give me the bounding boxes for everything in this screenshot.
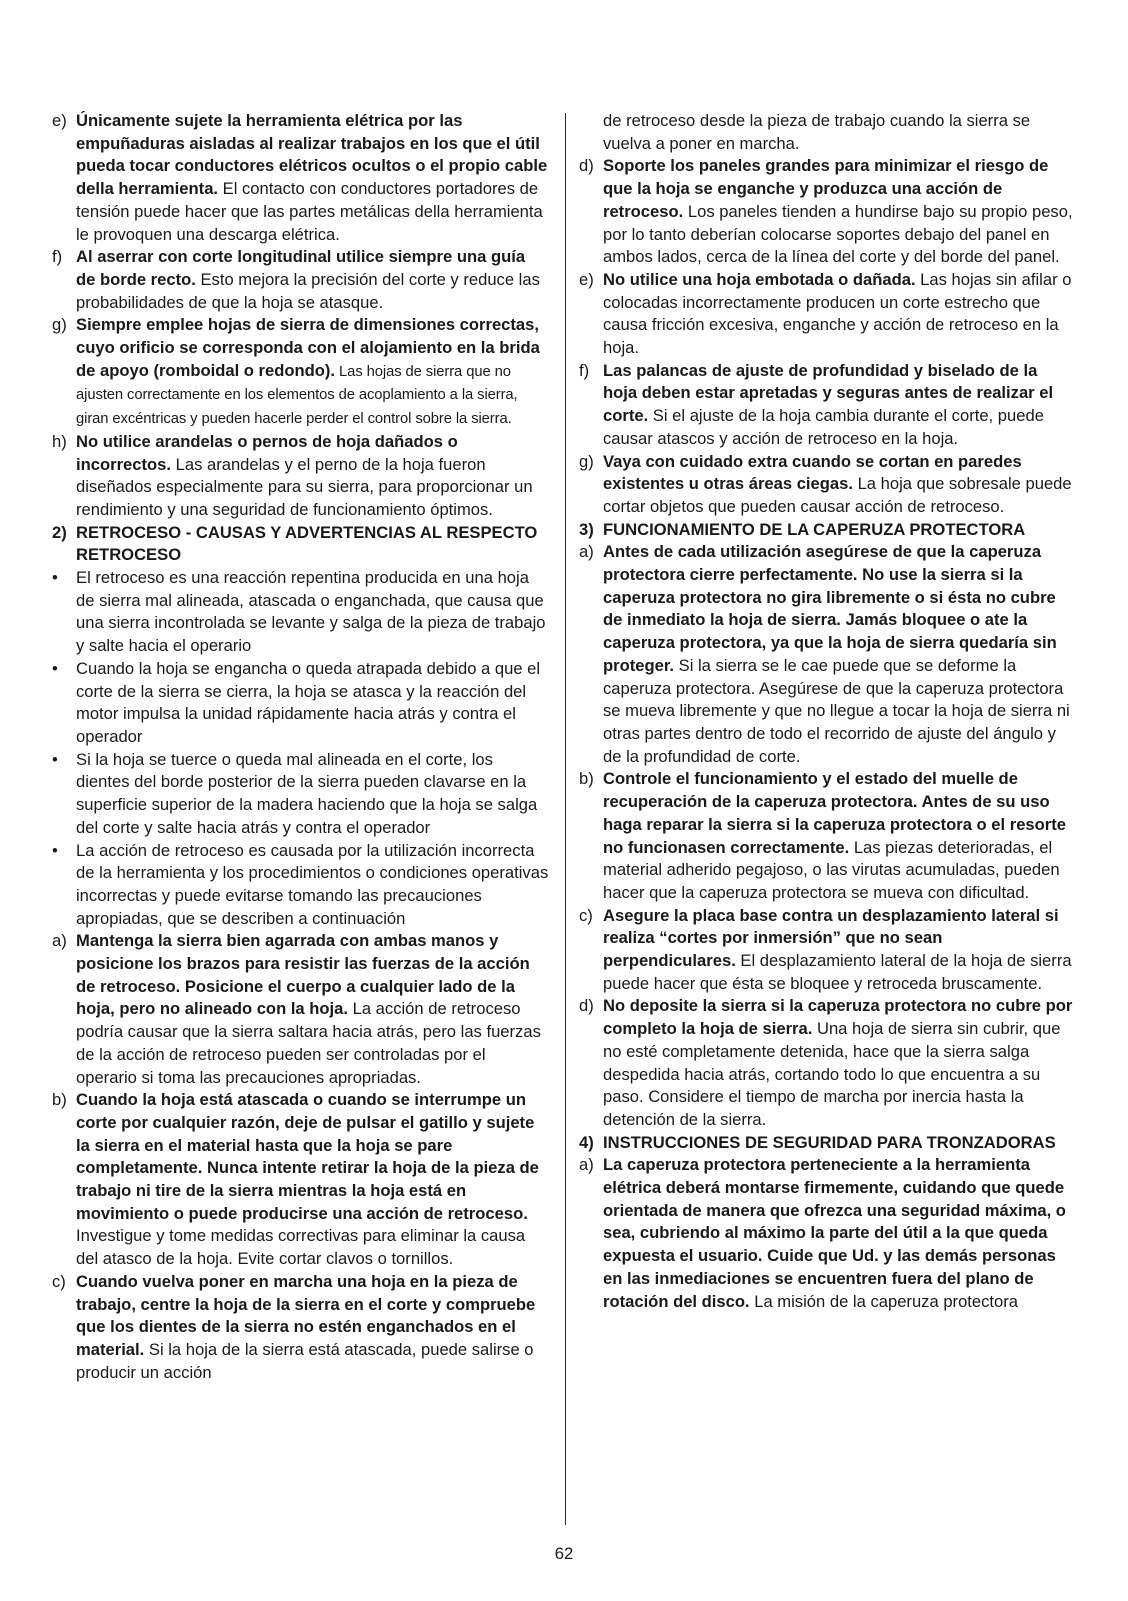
list-item-g [52,314,549,431]
item-text: La acción de retroceso podría causar que la sierra saltara hacia atrás, pero las fuerzas de la acción de retroceso pueden ser controladas por el operario si toma las precauciones apropriadas. [76,999,541,1087]
page-number: 62 [554,1544,574,1563]
item-bold-text: No deposite la sierra si la caperuza protectora no cubre por completo la hoja de sierra. [603,996,1073,1039]
item-bold-text: Únicamente sujete la herramienta elétrica por las empuñaduras aisladas al realizar trabajos en los que el útil pueda tocar conductores elétricos ocultos o el propio cable della herramienta. [76,111,548,199]
item-bold-text: Cuando vuelva poner en marcha una hoja en la pieza de trabajo, centre la hoja de la sierra en el corte y compruebe que los dientes de la sierra no estén enganchados en el material. [76,1271,536,1359]
item-text: Las arandelas y el perno de la hoja fueron diseñados especialmente para su sierra, para proporcionar un rendimiento y una seguridad de funcionamiento óptimos. [76,454,533,519]
bullet-item [52,658,549,749]
item-bold-text: Vaya con cuidado extra cuando se cortan en paredes existentes u otras áreas ciegas. [603,451,1022,494]
list-item-e [579,269,1076,360]
bullet-icon: • [52,568,58,588]
item-text: Una hoja de sierra sin cubrir, que no esté completamente detenida, hace que la sierra salga despedida hacia atrás, cortando todo lo que encuentra a su paso. Considere el tiempo de marcha por inercia hasta la detención de la sierra. [603,1019,1061,1129]
section-number: 2) [52,522,67,542]
list-item-b [52,1089,549,1271]
section-title: FUNCIONAMIENTO DE LA CAPERUZA PROTECTORA [603,519,1026,539]
item-text: El contacto con conductores portadores de tensión puede hacer que las partes metálicas della herramienta le provoquen una descarga elétrica. [76,179,543,244]
item-bold-text: La caperuza protectora perteneciente a la herramienta elétrica deberá montarse firmemente, cuidando que quede orientada de manera que ofrezca una seguridad máxima, o sea, cubriendo al máximo la parte del útil a la que queda expuesta el usuario. Cuide que Ud. y las demás personas en las inmediaciones se encuentren fuera del plano de rotación del disco. [603,1155,1066,1311]
item-bold-text: No utilice una hoja embotada o dañada. [603,269,916,289]
continued-text: de retroceso desde la pieza de trabajo cuando la sierra se vuelva a poner en marcha. [603,111,1031,153]
item-marker: d) [579,156,594,176]
list-item-g [579,451,1076,519]
item-bold-text: Antes de cada utilización asegúrese de que la caperuza protectora cierre perfectamente. No use la sierra si la caperuza protectora no gira libremente o si ésta no cubre de inmediato la hoja de sierra. Jamás bloquee o ate la caperuza protectora, ya que la hoja de sierra quedaría sin proteger. [603,542,1057,675]
list-item-h [52,431,549,522]
section-number: 3) [579,519,594,539]
item-text: La hoja que sobresale puede cortar objetos que pueden causar acción de retroceso. [603,474,1072,516]
item-marker: c) [579,905,593,925]
list-item-c [52,1271,549,1385]
list-item-f [52,246,549,314]
item-bold-text: No utilice arandelas o pernos de hoja dañados o incorrectos. [76,431,458,474]
item-text: Esto mejora la precisión del corte y reduce las probabilidades de que la hoja se atasque. [76,269,540,312]
list-item-c [579,905,1076,996]
item-marker: g) [579,451,594,471]
list-item-e [52,110,549,246]
list-item-b [579,768,1076,904]
item-marker: a) [579,542,594,562]
item-bold-text: Controle el funcionamiento y el estado del muelle de recuperación de la caperuza protectora. Antes de su uso haga reparar la sierra si la caperuza protectora o el resorte no funcionasen correctamente. [603,769,1066,857]
item-marker: b) [579,769,594,789]
bullet-item [52,840,549,931]
bullet-item [52,749,549,840]
item-text: Si la hoja de la sierra está atascada, puede salirse o producir un acción [76,1339,534,1382]
section-number: 4) [579,1132,594,1152]
item-text: Las piezas deterioradas, el material adherido pegajoso, o las virutas acumuladas, pueden hacer que la caperuza protectora se mueva con dificultad. [603,837,1060,902]
item-marker: g) [52,315,67,335]
item-text: El desplazamiento lateral de la hoja de sierra puede hacer que ésta se bloquee y retroceda bruscamente. [603,951,1072,993]
list-item-d [579,995,1076,1131]
bullet-text: La acción de retroceso es causada por la utilización incorrecta de la herramienta y los procedimientos o condiciones operativas incorrectas y puede evitarse tomando las precauciones apropiadas, que se describen a continuación [76,840,549,928]
bullet-text: El retroceso es una reacción repentina producida en una hoja de sierra mal alineada, atascada o enganchada, que causa que una sierra incontrolada se levante y salga de la pieza de trabajo y salte hacia el operario [76,568,546,656]
list-item-a [579,1154,1076,1313]
item-text: Investigue y tome medidas correctivas para eliminar la causa del atasco de la hoja. Evite cortar clavos o tornillos. [76,1226,526,1269]
item-bold-text: Soporte los paneles grandes para minimizar el riesgo de que la hoja se enganche y produzca una acción de retroceso. [603,156,1049,221]
item-bold-text: Asegure la placa base contra un desplazamiento lateral si realiza “cortes por inmersión” que no sean perpendiculares. [603,905,1059,971]
column-divider [565,113,566,1525]
item-marker: d) [579,996,594,1016]
item-text: Los paneles tienden a hundirse bajo su propio peso, por lo tanto deberían colocarse soportes debajo del panel en ambos lados, cerca de la línea del corte y del borde del panel. [603,201,1073,267]
right-column [579,110,1076,1313]
item-text: Si la sierra se le cae puede que se deforme la caperuza protectora. Asegúrese de que la caperuza protectora se mueva libremente y que no llegue a tocar la hoja de sierra ni otras partes dentro de todo el recorrido de ajuste del ángulo y de la profundidad de corte. [603,655,1070,766]
bullet-text: Cuando la hoja se engancha o queda atrapada debido a que el corte de la sierra se cierra, la hoja se atasca y la reacción del motor impulsa la unidad rápidamente hacia atrás y contra el operador [76,658,541,746]
item-marker: a) [579,1155,594,1175]
item-bold-text: Al aserrar con corte longitudinal utilice siempre una guía de borde recto. [76,247,526,289]
list-item-a [579,541,1076,768]
section-title: RETROCESO - CAUSAS Y ADVERTENCIAS AL RESPECTO RETROCESO [76,522,538,565]
bullet-icon: • [52,658,58,678]
item-text: La misión de la caperuza protectora [749,1291,1019,1311]
list-item-d [579,155,1076,269]
list-item-f [579,360,1076,451]
left-column [52,110,549,1384]
bullet-item [52,567,549,658]
item-marker: b) [52,1090,67,1110]
item-bold-text: Siempre emplee hojas de sierra de dimensiones correctas, cuyo orificio se corresponda con el alojamiento en la brida de apoyo (romboidal o redondo). [76,315,540,380]
bullet-text: Si la hoja se tuerce o queda mal alineada en el corte, los dientes del borde posterior de la sierra pueden clavarse en la superficie superior de la madera haciendo que la hoja se salga del corte y salte hacia atrás y contra el operador [76,749,538,837]
section-title: INSTRUCCIONES DE SEGURIDAD PARA TRONZADORAS [603,1132,1056,1152]
item-text: Si el ajuste de la hoja cambia durante el corte, puede causar atascos y acción de retroceso en la hoja. [603,406,1044,448]
item-bold-text: Las palancas de ajuste de profundidad y biselado de la hoja deben estar apretadas y seguras antes de realizar el corte. [603,360,1054,426]
item-marker: c) [52,1271,66,1291]
item-text: Las hojas sin afilar o colocadas incorrectamente producen un corte estrecho que causa fricción excesiva, enganche y acción de retroceso en la hoja. [603,269,1072,358]
section-heading-2 [52,522,549,567]
item-bold-text: Cuando la hoja está atascada o cuando se interrumpe un corte por cualquier razón, deje de pulsar el gatillo y sujete la sierra en el material hasta que la hoja se pare completamente. Nunca intente retirar la hoja de la pieza de trabajo ni tire de la sierra mientras la hoja está en movimiento o puede producirse una acción de retroceso. [76,1090,539,1223]
bullet-icon: • [52,749,58,769]
item-marker: f) [579,360,590,380]
list-item-a [52,930,549,1089]
section-heading-4 [579,1132,1076,1155]
section-heading-3 [579,519,1076,542]
item-marker: e) [52,111,67,130]
item-marker: h) [52,431,67,451]
item-marker: e) [579,269,594,289]
item-marker: a) [52,931,67,951]
bullet-icon: • [52,840,58,860]
item-text: Las hojas de sierra que no ajusten correctamente en los elementos de acoplamiento a la sierra, giran excéntricas y pueden hacerle perder el control sobre la sierra. [76,363,518,428]
item-marker: f) [52,247,63,267]
item-bold-text: Mantenga la sierra bien agarrada con ambas manos y posicione los brazos para resistir las fuerzas de la acción de retroceso. Posicione el cuerpo a cualquier lado de la hoja, pero no alineado con la hoja. [76,931,530,1019]
